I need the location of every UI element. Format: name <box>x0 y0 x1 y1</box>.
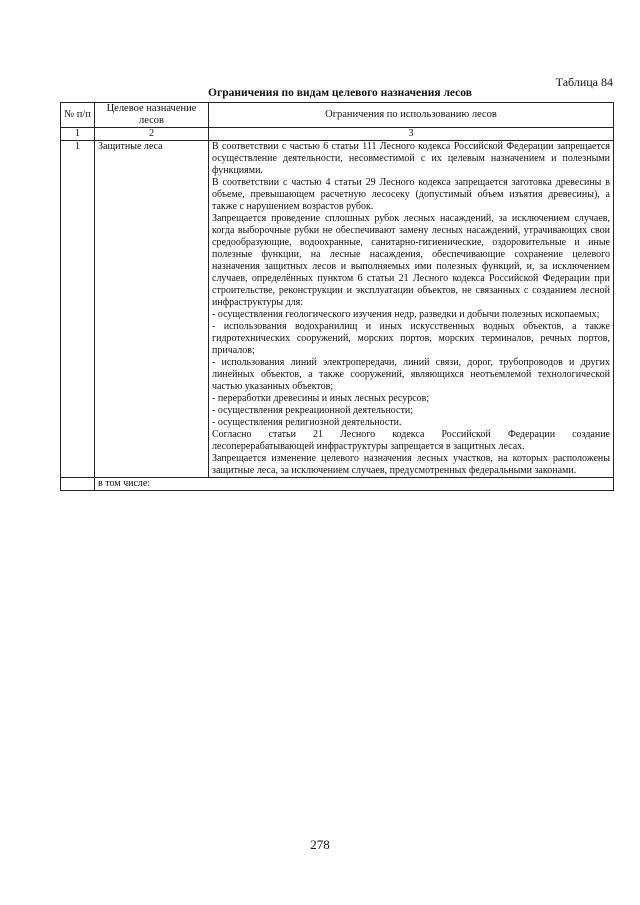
table-number: Таблица 84 <box>555 75 613 89</box>
column-number-3: 3 <box>209 128 614 141</box>
restriction-paragraph: - использования линий электропередачи, линий связи, дорог, трубопроводов и других линейных объектов, а также сооружений, являющихся неотъемлемой технологической частью указанных объектов; <box>212 357 610 392</box>
row-restrictions <box>209 141 614 478</box>
sub-row-num <box>61 478 95 491</box>
restriction-paragraph: - осуществления рекреационной деятельности; <box>212 405 413 416</box>
sub-row <box>61 478 614 491</box>
restriction-paragraph: В соответствии с частью 6 статьи 111 Лесного кодекса Российской Федерации запрещается осуществление деятельности, несовместимой с их целевым назначением и полезными функциями. <box>212 141 610 176</box>
restriction-paragraph: Согласно статьи 21 Лесного кодекса Российской Федерации создание лесоперерабатывающей инфраструктуры запрещается в защитных лесах. <box>212 429 610 452</box>
restriction-paragraph: - использования водохранилищ и иных искусственных водных объектов, а также гидротехнических сооружений, морских портов, морских терминалов, речных портов, причалов; <box>212 321 610 356</box>
row-num: 1 <box>61 141 95 478</box>
restriction-paragraph: В соответствии с частью 4 статьи 29 Лесного кодекса запрещается заготовка древесины в объеме, превышающем расчетную лесосеку (допустимый объем изъятия древесины), а также с нарушением возрастов рубок. <box>212 177 610 212</box>
page-number: 278 <box>310 837 330 852</box>
column-number-row <box>61 128 614 141</box>
restrictions-table <box>60 102 614 491</box>
restriction-paragraph: Запрещается изменение целевого назначения лесных участков, на которых расположены защитные леса, за исключением случаев, предусмотренных федеральными законами. <box>212 453 610 476</box>
header-num: № п/п <box>61 103 95 128</box>
column-number-1: 1 <box>61 128 95 141</box>
restriction-paragraph: Запрещается проведение сплошных рубок лесных насаждений, за исключением случаев, когда выборочные рубки не обеспечивают замену лесных насаждений, утрачивающих свои средообразующие, водоохранные, санитарно-гигиенические, оздоровительные и иные полезные функции, на лесные насаждения, обеспечивающие сохранение целевого назначения защитных лесов и выполняемых ими полезных функций, и, за исключением случаев, определённых пунктом 6 статьи 21 Лесного кодекса Российской Федерации при строительстве, реконструкции и эксплуатации объектов, не связанных с созданием лесной инфраструктуры для: <box>212 213 610 308</box>
restriction-paragraph: - переработки древесины и иных лесных ресурсов; <box>212 393 430 404</box>
table-title: Ограничения по видам целевого назначения лесов <box>208 87 472 99</box>
header-restrictions: Ограничения по использованию лесов <box>209 103 614 128</box>
column-number-2: 2 <box>95 128 209 141</box>
table-header-row <box>61 103 614 128</box>
restriction-paragraph: - осуществления геологического изучения недр, разведки и добычи полезных ископаемых; <box>212 309 600 320</box>
sub-row-label: в том числе: <box>95 478 614 491</box>
table-row <box>61 141 614 478</box>
row-purpose: Защитные леса <box>95 141 209 478</box>
header-purpose: Целевое назначение лесов <box>95 103 209 128</box>
restriction-paragraph: - осуществления религиозной деятельности. <box>212 417 402 428</box>
